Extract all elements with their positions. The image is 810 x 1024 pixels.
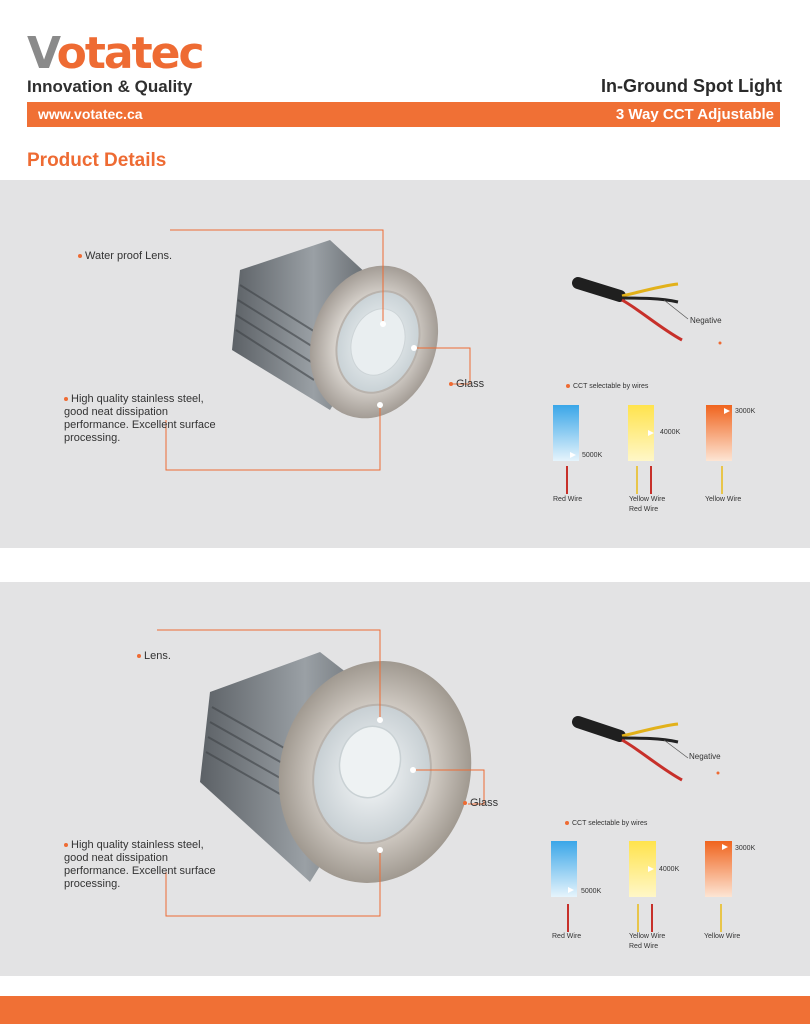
callout-lens: Lens. [137, 650, 171, 663]
callout-lens: Water proof Lens. [78, 250, 172, 263]
wire-label-red: Red Wire [552, 933, 582, 940]
cct-temp-5000k: 5000K [581, 888, 602, 895]
wire-label-red-2: Red Wire [629, 506, 659, 513]
wire-label-yellow: Yellow Wire [629, 933, 666, 940]
wire-label-yellow-3000k: Yellow Wire [704, 933, 741, 940]
wire-label-red-2: Red Wire [629, 943, 659, 950]
footer-bar [0, 996, 810, 1024]
wire-label-yellow: Yellow Wire [629, 496, 666, 503]
negative-label: Negative [690, 316, 722, 325]
wire-diagram [578, 283, 722, 345]
cct-temp-4000k: 4000K [660, 429, 681, 436]
product-illustration-1 [0, 180, 810, 548]
website-link[interactable]: www.votatec.ca [38, 106, 143, 122]
product-subtitle: 3 Way CCT Adjustable [615, 106, 774, 123]
cct-title: CCT selectable by wires [565, 820, 647, 827]
cct-temp-3000k: 3000K [735, 845, 756, 852]
cct-temp-4000k: 4000K [659, 866, 680, 873]
product-illustration-2 [0, 582, 810, 976]
callout-steel: High quality stainless steel, good neat dissipation performance. Excellent surface processing. [64, 393, 216, 444]
tagline: Innovation & Quality [27, 77, 193, 96]
cct-swatches [551, 841, 732, 932]
cct-temp-3000k: 3000K [735, 408, 756, 415]
wire-label-yellow-3000k: Yellow Wire [705, 496, 742, 503]
cct-temp-5000k: 5000K [582, 452, 603, 459]
callout-steel: High quality stainless steel, good neat dissipation performance. Excellent surface processing. [64, 839, 216, 890]
callout-glass: Glass [463, 797, 498, 810]
wire-label-red: Red Wire [553, 496, 583, 503]
callout-glass: Glass [449, 378, 484, 391]
logo-v-glyph: V [27, 28, 57, 79]
negative-label: Negative [689, 752, 721, 761]
cct-title: CCT selectable by wires [566, 383, 648, 390]
wire-diagram [578, 722, 720, 780]
logo-text: otatec [56, 28, 203, 79]
section-title: Product Details [27, 150, 167, 171]
product-title: In-Ground Spot Light [601, 76, 782, 96]
brand-logo [27, 30, 203, 78]
cct-swatches [553, 405, 732, 494]
